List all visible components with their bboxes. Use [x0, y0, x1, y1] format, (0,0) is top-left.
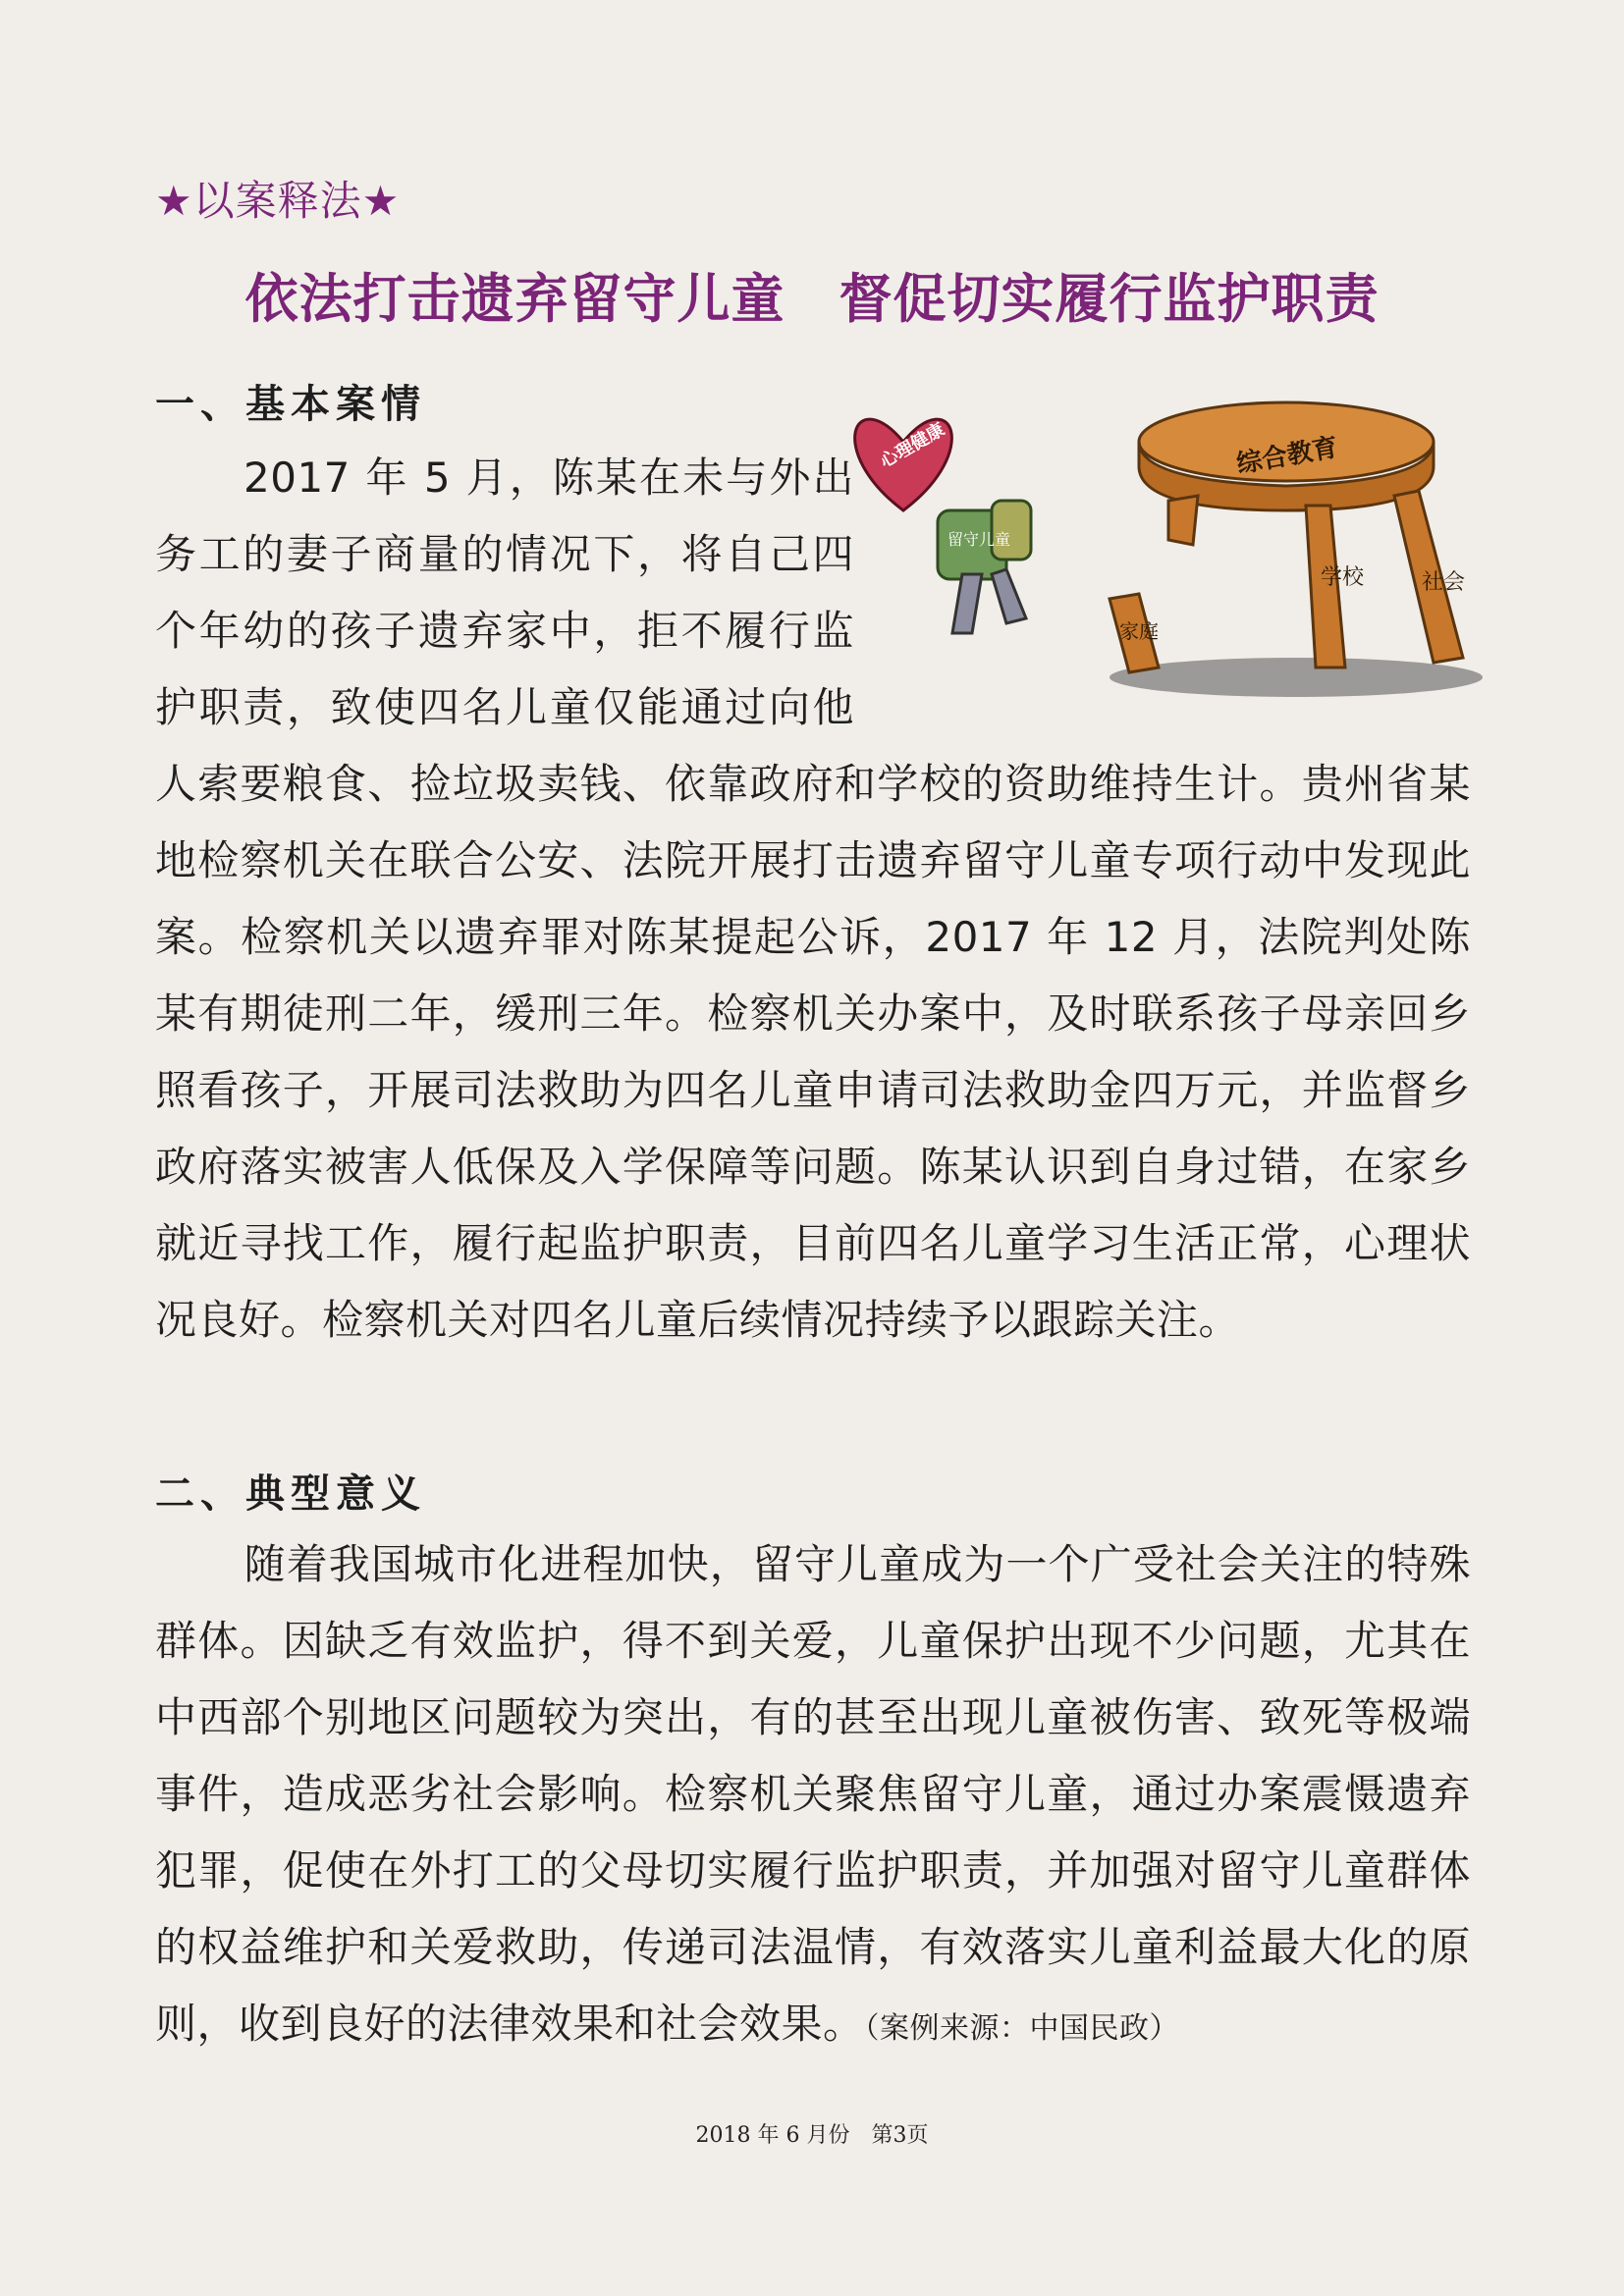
child-label: 留守儿童	[947, 530, 1011, 549]
leg-label-society: 社会	[1422, 570, 1466, 595]
leg-label-school: 学校	[1321, 565, 1365, 590]
leg-label-family: 家庭	[1119, 619, 1159, 643]
column-tag: ★以案释法★	[155, 177, 401, 225]
illustration-space	[872, 440, 1471, 734]
heart-label: 心理健康	[876, 418, 948, 473]
section-heading-basic-facts: 一、基本案情	[155, 381, 426, 427]
stool-label: 综合教育	[1234, 432, 1340, 480]
page-footer: 2018 年 6 月份 第3页	[695, 2123, 929, 2148]
section-paragraph-significance: 随着我国城市化进程加快，留守儿童成为一个广受社会关注的特殊群体。因缺乏有效监护，得不到关爱，儿童保护出现不少问题，尤其在中西部个别地区问题较为突出，有的甚至出现儿童被伤害、致死等极端事件，造成恶劣社会影响。检察机关聚焦留守儿童，通过办案震慑遗弃犯罪，促使在外打工的父母切实履行监护职责，并加强对留守儿童群体的权益维护和关爱救助，传递司法温情，有效落实儿童利益最大化的原则，收到良好的法律效果和社会效果。（案例来源：中国民政）	[155, 1540, 1471, 2048]
case-source: （案例来源：中国民政）	[864, 2011, 1180, 2046]
section-paragraph-basic-facts: 2017 年 5 月，陈某在未与外出务工的妻子商量的情况下，将自己四个年幼的孩子遗弃家中，拒不履行监护职责，致使四名儿童仅能通过向他人索要粮食、捡垃圾卖钱、依靠政府和学校的资助维持生计。贵州省某地检察机关在联合公安、法院开展打击遗弃留守儿童专项行动中发现此案。检察机关以遗弃罪对陈某提起公诉，2017 年 12 月，法院判处陈某有期徒刑二年，缓刑三年。检察机关办案中，及时联系孩子母亲回乡照看孩子，开展司法救助为四名儿童申请司法救助金四万元，并监督乡政府落实被害人低保及入学保障等问题。陈某认识到自身过错，在家乡就近寻找工作，履行起监护职责，目前四名儿童学习生活正常，心理状况良好。检察机关对四名儿童后续情况持续予以跟踪关注。	[155, 440, 1471, 1359]
article-title: 依法打击遗弃留守儿童 督促切实履行监护职责	[244, 268, 1380, 330]
section-heading-significance: 二、典型意义	[155, 1470, 426, 1517]
